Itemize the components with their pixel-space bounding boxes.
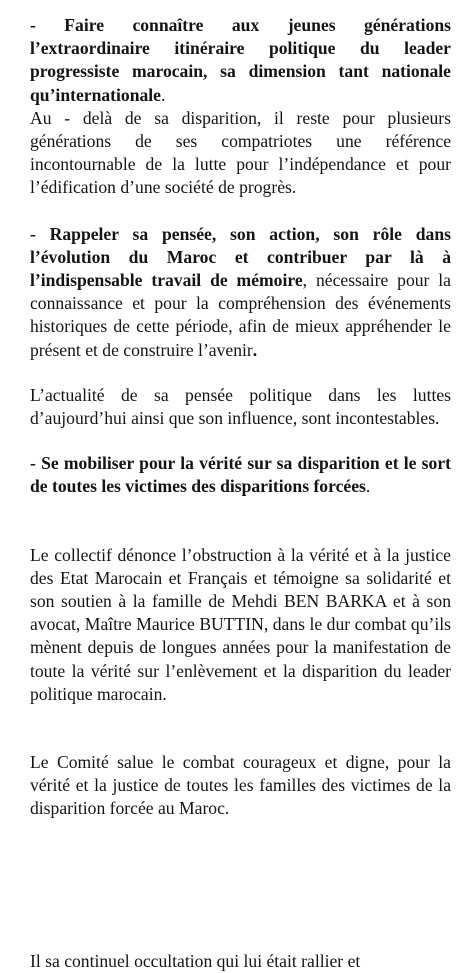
point-1-bold: - Faire connaître aux jeunes générations l’extraordinaire itinéraire politique du leader progressiste marocain, sa dimension tant nationale qu’internationale (30, 15, 451, 105)
point-4 (30, 452, 451, 498)
point-1-follow: Au - delà de sa disparition, il reste pour plusieurs générations de ses compatriotes une référence incontournable de la lutte pour l’indépendance et pour l’édification d’une société de progrès. (30, 107, 451, 198)
point-4-rest: . (365, 476, 371, 497)
point-1-rest: . (160, 84, 166, 105)
paragraph-comite: Le Comité salue le combat courageux et digne, pour la vérité et la justice de toutes les familles des victimes de la disparition forcée au Maroc. (30, 752, 451, 819)
point-3: L’actualité de sa pensée politique dans les luttes d’aujourd’hui ainsi que son influence, sont incontestables. (30, 384, 451, 429)
paragraph-collectif: Le collectif dénonce l’obstruction à la vérité et à la justice des Etat Marocain et Français et témoigne sa solidarité et son soutien à la famille de Mehdi BEN BARKA et à son avocat, Maître Maurice BUTTIN, dans le dur combat qu’ils mènent depuis de longues années pour la manifestation de toute la vérité sur l’enlèvement et la disparition du leader politique marocain. (30, 544, 451, 704)
cut-off-line: Il sa continuel occultation qui lui était rallier et (30, 951, 361, 971)
point-2 (30, 223, 451, 362)
point-2-rest: , nécessaire pour la connaissance et pour la compréhension des événements historiques de cette période, afin de mieux appréhender le présent et de construire l’avenir (30, 270, 451, 360)
point-2-bold: - Rappeler sa pensée, son action, son rôle dans l’évolution du Maroc et contribuer par là à l’indispensable travail de mémoire (30, 223, 451, 291)
point-4-bold: - Se mobiliser pour la vérité sur sa disparition et le sort de toutes les victimes des disparitions forcées (30, 453, 451, 497)
point-2-end: . (252, 339, 258, 360)
point-1 (30, 14, 451, 107)
